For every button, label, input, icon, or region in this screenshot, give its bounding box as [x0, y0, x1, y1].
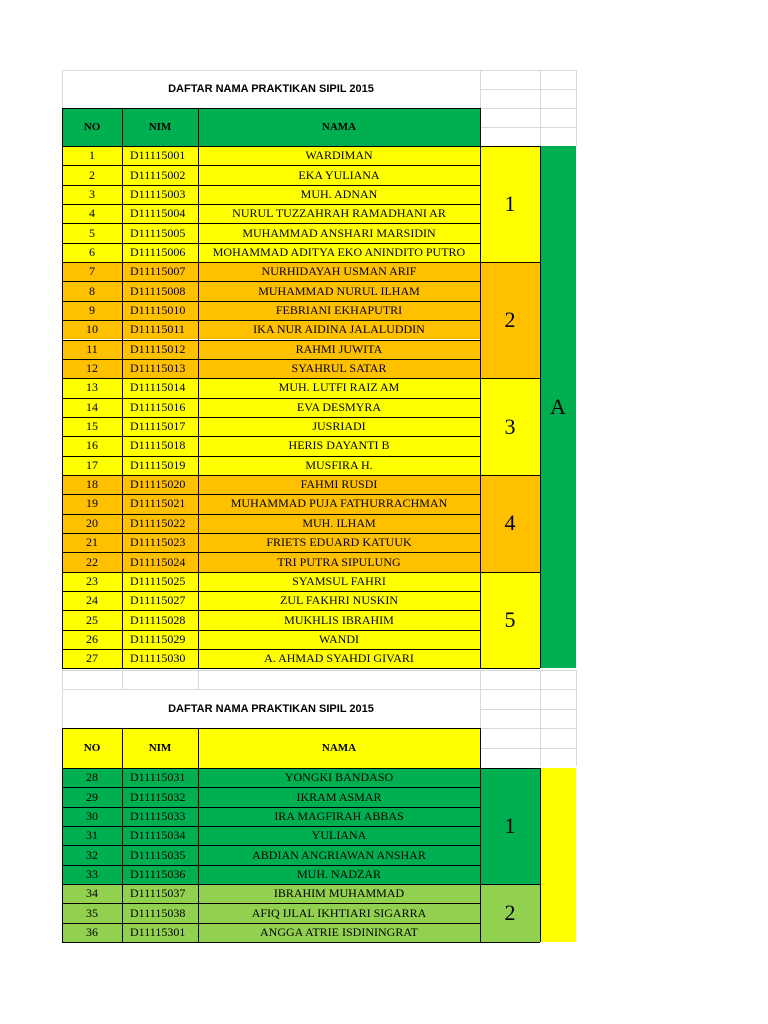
gridline	[576, 70, 577, 146]
row-nama: FRIETS EDUARD KATUUK	[198, 533, 480, 552]
row-no: 27	[62, 649, 122, 668]
group-label: 1	[480, 768, 540, 884]
cell-border	[198, 108, 199, 146]
row-no: 33	[62, 865, 122, 884]
group-label: 2	[480, 262, 540, 378]
cell-border	[62, 591, 480, 592]
cell-border	[62, 923, 480, 924]
cell-border	[480, 475, 540, 476]
cell-border	[62, 572, 480, 573]
cell-border	[198, 728, 199, 768]
cell-border	[62, 768, 480, 769]
row-nama: ANGGA ATRIE ISDININGRAT	[198, 923, 480, 942]
cell-border	[62, 494, 480, 495]
row-nama: MUH. LUTFI RAIZ AM	[198, 378, 480, 397]
section-title: DAFTAR NAMA PRAKTIKAN SIPIL 2015	[168, 702, 374, 715]
cell-border	[198, 768, 199, 942]
gridline	[198, 670, 199, 689]
cell-border	[62, 845, 480, 846]
cell-border	[62, 728, 480, 729]
row-nim: D11115034	[122, 826, 198, 845]
row-nim: D11115027	[122, 591, 198, 610]
row-no: 30	[62, 807, 122, 826]
cell-border	[62, 243, 480, 244]
row-nama: ZUL FAKHRI NUSKIN	[198, 591, 480, 610]
gridline	[480, 127, 576, 128]
row-nama: YULIANA	[198, 826, 480, 845]
row-no: 26	[62, 630, 122, 649]
row-nim: D11115037	[122, 884, 198, 903]
row-no: 34	[62, 884, 122, 903]
cell-border	[122, 728, 123, 768]
row-nama: MUH. ADNAN	[198, 185, 480, 204]
row-no: 15	[62, 417, 122, 436]
gridline	[480, 748, 576, 749]
row-nim: D11115008	[122, 281, 198, 300]
row-no: 13	[62, 378, 122, 397]
row-nim: D11115038	[122, 903, 198, 922]
cell-border	[480, 146, 481, 668]
row-no: 18	[62, 475, 122, 494]
row-nama: WANDI	[198, 630, 480, 649]
row-nama: NURHIDAYAH USMAN ARIF	[198, 262, 480, 281]
row-nim: D11115003	[122, 185, 198, 204]
cell-border	[62, 728, 63, 768]
row-nama: MUH. ILHAM	[198, 514, 480, 533]
row-no: 8	[62, 281, 122, 300]
row-no: 10	[62, 320, 122, 339]
row-nim: D11115014	[122, 378, 198, 397]
row-nim: D11115005	[122, 223, 198, 242]
cell-border	[62, 108, 63, 146]
row-nim: D11115030	[122, 649, 198, 668]
row-nama: WARDIMAN	[198, 146, 480, 165]
cell-border	[62, 436, 480, 437]
row-nama: AFIQ IJLAL IKHTIARI SIGARRA	[198, 903, 480, 922]
group-label: 2	[480, 884, 540, 942]
row-no: 17	[62, 456, 122, 475]
row-nama: NURUL TUZZAHRAH RAMADHANI AR	[198, 204, 480, 223]
row-nim: D11115013	[122, 359, 198, 378]
cell-border	[480, 572, 540, 573]
row-nama: TRI PUTRA SIPULUNG	[198, 552, 480, 571]
row-no: 23	[62, 572, 122, 591]
row-no: 24	[62, 591, 122, 610]
row-no: 2	[62, 165, 122, 184]
row-nama: MOHAMMAD ADITYA EKO ANINDITO PUTRO	[198, 243, 480, 262]
cell-border	[62, 359, 480, 360]
row-nim: D11115010	[122, 301, 198, 320]
cell-border	[62, 262, 480, 263]
row-nama: MUSFIRA H.	[198, 456, 480, 475]
row-no: 21	[62, 533, 122, 552]
cell-border	[62, 630, 480, 631]
row-no: 7	[62, 262, 122, 281]
gridline	[62, 670, 63, 689]
row-no: 3	[62, 185, 122, 204]
row-nim: D11115001	[122, 146, 198, 165]
cell-border	[62, 610, 480, 611]
row-no: 20	[62, 514, 122, 533]
row-no: 22	[62, 552, 122, 571]
row-nim: D11115022	[122, 514, 198, 533]
row-nim: D11115029	[122, 630, 198, 649]
row-no: 6	[62, 243, 122, 262]
row-nama: EVA DESMYRA	[198, 398, 480, 417]
row-nim: D11115016	[122, 398, 198, 417]
cell-border	[540, 146, 541, 668]
row-nim: D11115301	[122, 923, 198, 942]
row-nama: MUHAMMAD ANSHARI MARSIDIN	[198, 223, 480, 242]
cell-border	[62, 903, 480, 904]
row-nama: FAHMI RUSDI	[198, 475, 480, 494]
cell-border	[480, 768, 540, 769]
cell-border	[62, 514, 480, 515]
row-no: 28	[62, 768, 122, 787]
cell-border	[62, 787, 480, 788]
row-nama: JUSRIADI	[198, 417, 480, 436]
row-nim: D11115020	[122, 475, 198, 494]
cell-border	[62, 185, 480, 186]
row-nim: D11115017	[122, 417, 198, 436]
gridline	[122, 670, 123, 689]
row-nama: IKRAM ASMAR	[198, 787, 480, 806]
row-no: 1	[62, 146, 122, 165]
row-nim: D11115024	[122, 552, 198, 571]
row-no: 16	[62, 436, 122, 455]
row-nama: MUKHLIS IBRAHIM	[198, 610, 480, 629]
row-nim: D11115006	[122, 243, 198, 262]
cell-border	[62, 204, 480, 205]
cell-border	[62, 146, 63, 668]
column-header-nama: NAMA	[198, 728, 480, 768]
row-nim: D11115025	[122, 572, 198, 591]
row-nama: IRA MAGFIRAH ABBAS	[198, 807, 480, 826]
section-title: DAFTAR NAMA PRAKTIKAN SIPIL 2015	[168, 83, 374, 95]
row-no: 31	[62, 826, 122, 845]
group-label: 4	[480, 475, 540, 572]
cell-border	[62, 378, 480, 379]
cell-border	[480, 108, 481, 146]
row-nim: D11115023	[122, 533, 198, 552]
cell-border	[62, 108, 480, 109]
gridline	[480, 670, 481, 728]
cell-border	[122, 146, 123, 668]
row-no: 4	[62, 204, 122, 223]
row-nim: D11115002	[122, 165, 198, 184]
group-label: 5	[480, 572, 540, 669]
column-header-no: NO	[62, 108, 122, 146]
row-nama: SYAMSUL FAHRI	[198, 572, 480, 591]
row-no: 12	[62, 359, 122, 378]
gridline	[480, 89, 576, 90]
row-nama: MUH. NADZAR	[198, 865, 480, 884]
cell-border	[480, 378, 540, 379]
cell-border	[62, 649, 480, 650]
cell-border	[480, 884, 540, 885]
cell-border	[122, 108, 123, 146]
gridline	[480, 108, 576, 109]
column-header-no: NO	[62, 728, 122, 768]
row-nama: HERIS DAYANTI B	[198, 436, 480, 455]
row-nim: D11115018	[122, 436, 198, 455]
row-no: 11	[62, 340, 122, 359]
row-no: 5	[62, 223, 122, 242]
cell-border	[62, 552, 480, 553]
row-nama: MUHAMMAD PUJA FATHURRACHMAN	[198, 494, 480, 513]
cell-border	[62, 865, 480, 866]
row-no: 35	[62, 903, 122, 922]
row-no: 25	[62, 610, 122, 629]
cell-border	[62, 301, 480, 302]
cell-border	[480, 728, 481, 768]
row-nim: D11115028	[122, 610, 198, 629]
cell-border	[540, 768, 541, 942]
row-nim: D11115021	[122, 494, 198, 513]
cell-border	[480, 146, 540, 147]
cell-border	[62, 533, 480, 534]
row-nama: SYAHRUL SATAR	[198, 359, 480, 378]
group-label: 3	[480, 378, 540, 475]
cell-border	[62, 942, 540, 943]
cell-border	[62, 826, 480, 827]
cell-border	[122, 768, 123, 942]
row-nama: MUHAMMAD NURUL ILHAM	[198, 281, 480, 300]
row-no: 9	[62, 301, 122, 320]
cell-border	[62, 807, 480, 808]
cell-border	[62, 281, 480, 282]
row-nama: RAHMI JUWITA	[198, 340, 480, 359]
gridline	[62, 670, 576, 671]
cell-border	[62, 475, 480, 476]
cell-border	[198, 146, 199, 668]
column-header-nim: NIM	[122, 108, 198, 146]
row-nama: ABDIAN ANGRIAWAN ANSHAR	[198, 845, 480, 864]
column-header-nama: NAMA	[198, 108, 480, 146]
cell-border	[62, 417, 480, 418]
cell-border	[62, 884, 480, 885]
row-nama: YONGKI BANDASO	[198, 768, 480, 787]
row-nim: D11115035	[122, 845, 198, 864]
cell-border	[62, 340, 480, 341]
row-nim: D11115011	[122, 320, 198, 339]
row-no: 32	[62, 845, 122, 864]
row-nim: D11115031	[122, 768, 198, 787]
row-nama: A. AHMAD SYAHDI GIVARI	[198, 649, 480, 668]
row-no: 14	[62, 398, 122, 417]
row-nim: D11115004	[122, 204, 198, 223]
cell-border	[62, 165, 480, 166]
row-no: 29	[62, 787, 122, 806]
gridline	[480, 709, 576, 710]
row-nim: D11115036	[122, 865, 198, 884]
cell-border	[62, 398, 480, 399]
row-nim: D11115019	[122, 456, 198, 475]
row-nama: FEBRIANI EKHAPUTRI	[198, 301, 480, 320]
row-nama: IKA NUR AIDINA JALALUDDIN	[198, 320, 480, 339]
row-nim: D11115007	[122, 262, 198, 281]
column-header-nim: NIM	[122, 728, 198, 768]
cell-border	[62, 223, 480, 224]
gridline	[540, 670, 541, 728]
cell-border	[62, 768, 63, 942]
row-nim: D11115033	[122, 807, 198, 826]
cell-border	[62, 456, 480, 457]
row-nama: IBRAHIM MUHAMMAD	[198, 884, 480, 903]
class-label	[540, 768, 576, 942]
class-label: A	[540, 146, 576, 668]
row-no: 19	[62, 494, 122, 513]
group-label: 1	[480, 146, 540, 262]
row-no: 36	[62, 923, 122, 942]
gridline	[480, 728, 576, 729]
cell-border	[480, 768, 481, 942]
gridline	[576, 670, 577, 728]
row-nama: EKA YULIANA	[198, 165, 480, 184]
cell-border	[62, 146, 480, 147]
row-nim: D11115012	[122, 340, 198, 359]
cell-border	[62, 320, 480, 321]
cell-border	[480, 262, 540, 263]
row-nim: D11115032	[122, 787, 198, 806]
